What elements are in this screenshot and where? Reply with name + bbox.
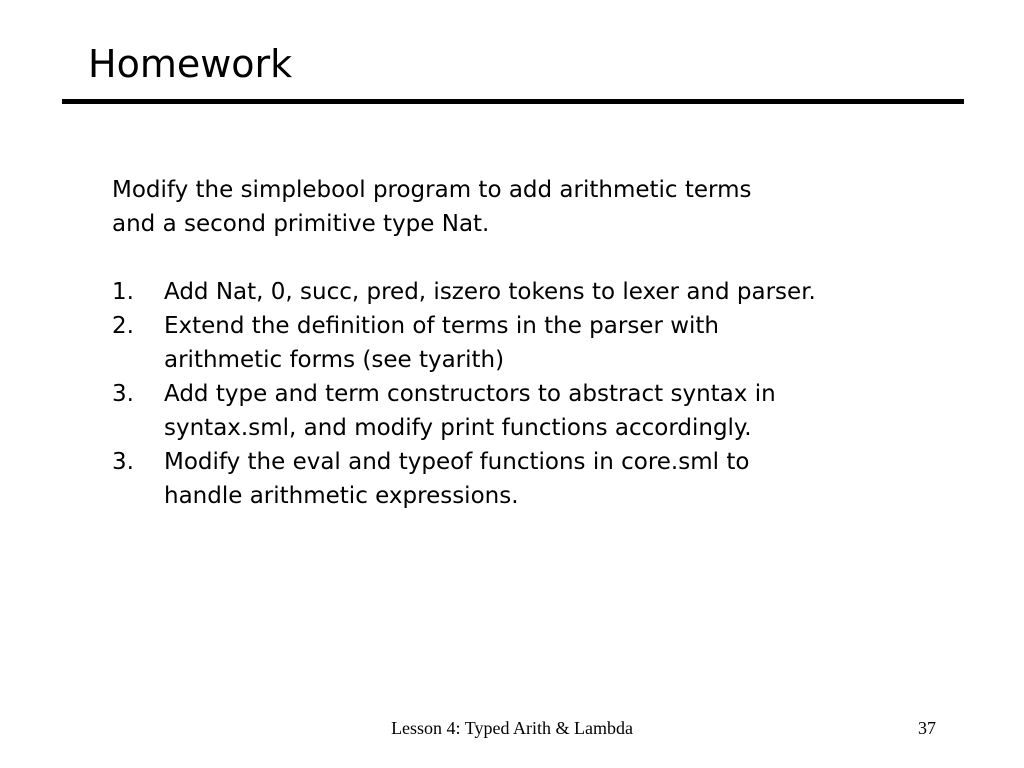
task-text [164,309,972,377]
task-item [112,275,972,309]
task-number: 2. [112,313,134,339]
task-line: Add type and term constructors to abstract syntax in [164,381,776,407]
task-item [112,377,972,445]
task-line: syntax.sml, and modify print functions accordingly. [164,415,752,441]
task-list [112,275,972,513]
task-line: Extend the definition of terms in the parser with [164,313,720,339]
task-item [112,309,972,377]
task-line: arithmetic forms (see tyarith) [164,347,505,373]
task-number: 3. [112,449,134,475]
slide-content [112,173,972,513]
page-number: 37 [918,718,936,738]
task-item [112,445,972,513]
footer-lesson-label: Lesson 4: Typed Arith & Lambda [391,718,633,738]
intro-line: and a second primitive type Nat. [112,211,490,237]
task-text [164,275,972,309]
task-line: handle arithmetic expressions. [164,483,519,509]
title-divider [62,99,964,104]
task-line: Add Nat, 0, succ, pred, iszero tokens to lexer and parser. [164,279,816,305]
task-text [164,445,972,513]
intro-line: Modify the simplebool program to add arithmetic terms [112,177,752,203]
intro-paragraph [112,173,972,241]
slide-title: Homework [88,42,293,86]
task-number: 3. [112,381,134,407]
task-number: 1. [112,279,134,305]
task-line: Modify the eval and typeof functions in core.sml to [164,449,750,475]
task-text [164,377,972,445]
